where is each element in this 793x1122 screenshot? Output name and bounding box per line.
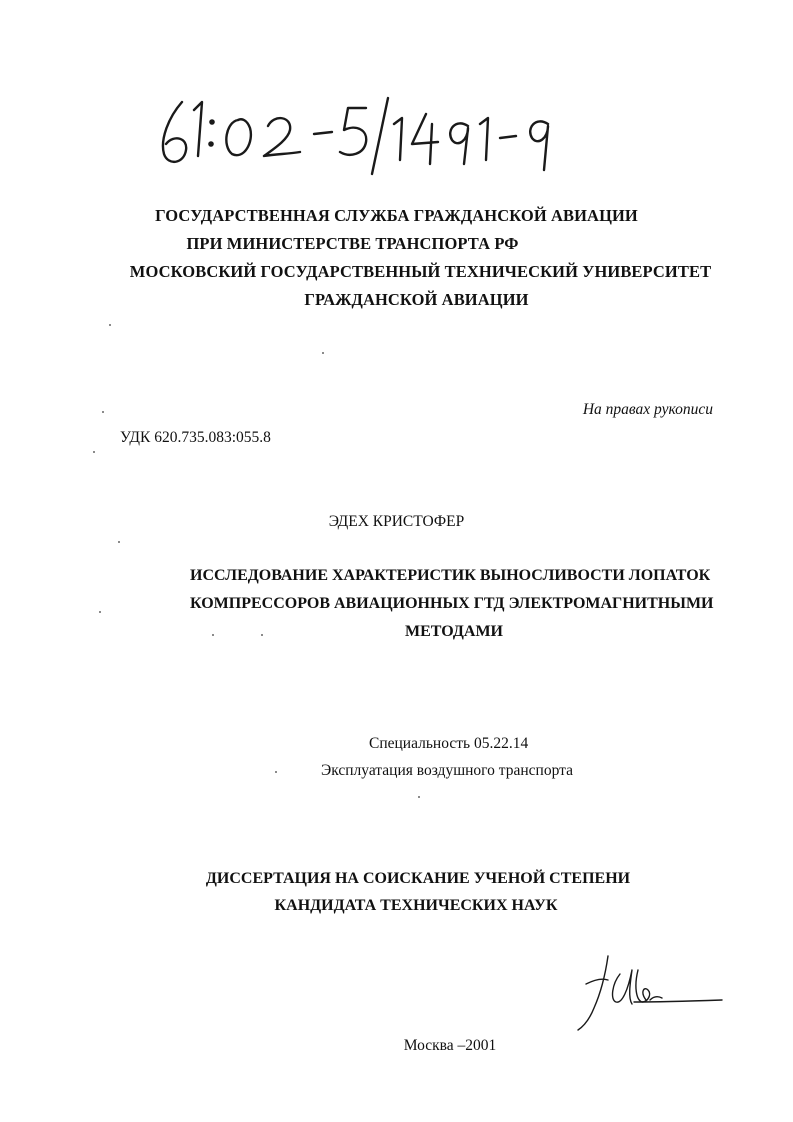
scan-speck bbox=[212, 634, 214, 636]
specialty-code: Специальность 05.22.14 bbox=[369, 735, 529, 752]
scan-speck bbox=[261, 634, 263, 636]
title-line-3: МЕТОДАМИ bbox=[405, 623, 503, 640]
title-line-2: КОМПРЕССОРОВ АВИАЦИОННЫХ ГТД ЭЛЕКТРОМАГНИТНЫМИ bbox=[190, 595, 714, 612]
scan-speck bbox=[418, 796, 420, 798]
title-line-1: ИССЛЕДОВАНИЕ ХАРАКТЕРИСТИК ВЫНОСЛИВОСТИ ЛОПАТОК bbox=[190, 567, 711, 584]
city-year: Москва –2001 bbox=[403, 1037, 497, 1054]
handwritten-archive-number bbox=[150, 88, 570, 178]
handwritten-signature bbox=[572, 950, 727, 1035]
scan-speck bbox=[109, 324, 111, 326]
specialty-name: Эксплуатация воздушного транспорта bbox=[321, 762, 573, 779]
dissertation-line-2: КАНДИДАТА ТЕХНИЧЕСКИХ НАУК bbox=[274, 897, 558, 914]
dissertation-line-1: ДИССЕРТАЦИЯ НА СОИСКАНИЕ УЧЕНОЙ СТЕПЕНИ bbox=[205, 870, 631, 887]
scan-speck bbox=[102, 411, 104, 413]
scan-speck bbox=[275, 771, 277, 773]
scan-speck bbox=[118, 541, 120, 543]
organization-line-2: ПРИ МИНИСТЕРСТВЕ ТРАНСПОРТА РФ bbox=[186, 234, 519, 253]
author-name: ЭДЕХ КРИСТОФЕР bbox=[328, 513, 465, 530]
scan-speck bbox=[93, 451, 95, 453]
organization-line-1: ГОСУДАРСТВЕННАЯ СЛУЖБА ГРАЖДАНСКОЙ АВИАЦИИ bbox=[155, 206, 638, 225]
udk-code: УДК 620.735.083:055.8 bbox=[120, 429, 271, 446]
organization-line-3: МОСКОВСКИЙ ГОСУДАРСТВЕННЫЙ ТЕХНИЧЕСКИЙ УНИВЕРСИТЕТ bbox=[129, 262, 712, 281]
organization-line-4: ГРАЖДАНСКОЙ АВИАЦИИ bbox=[304, 290, 529, 309]
scan-speck bbox=[322, 352, 324, 354]
scan-speck bbox=[99, 611, 101, 613]
manuscript-note: На правах рукописи bbox=[582, 401, 713, 418]
